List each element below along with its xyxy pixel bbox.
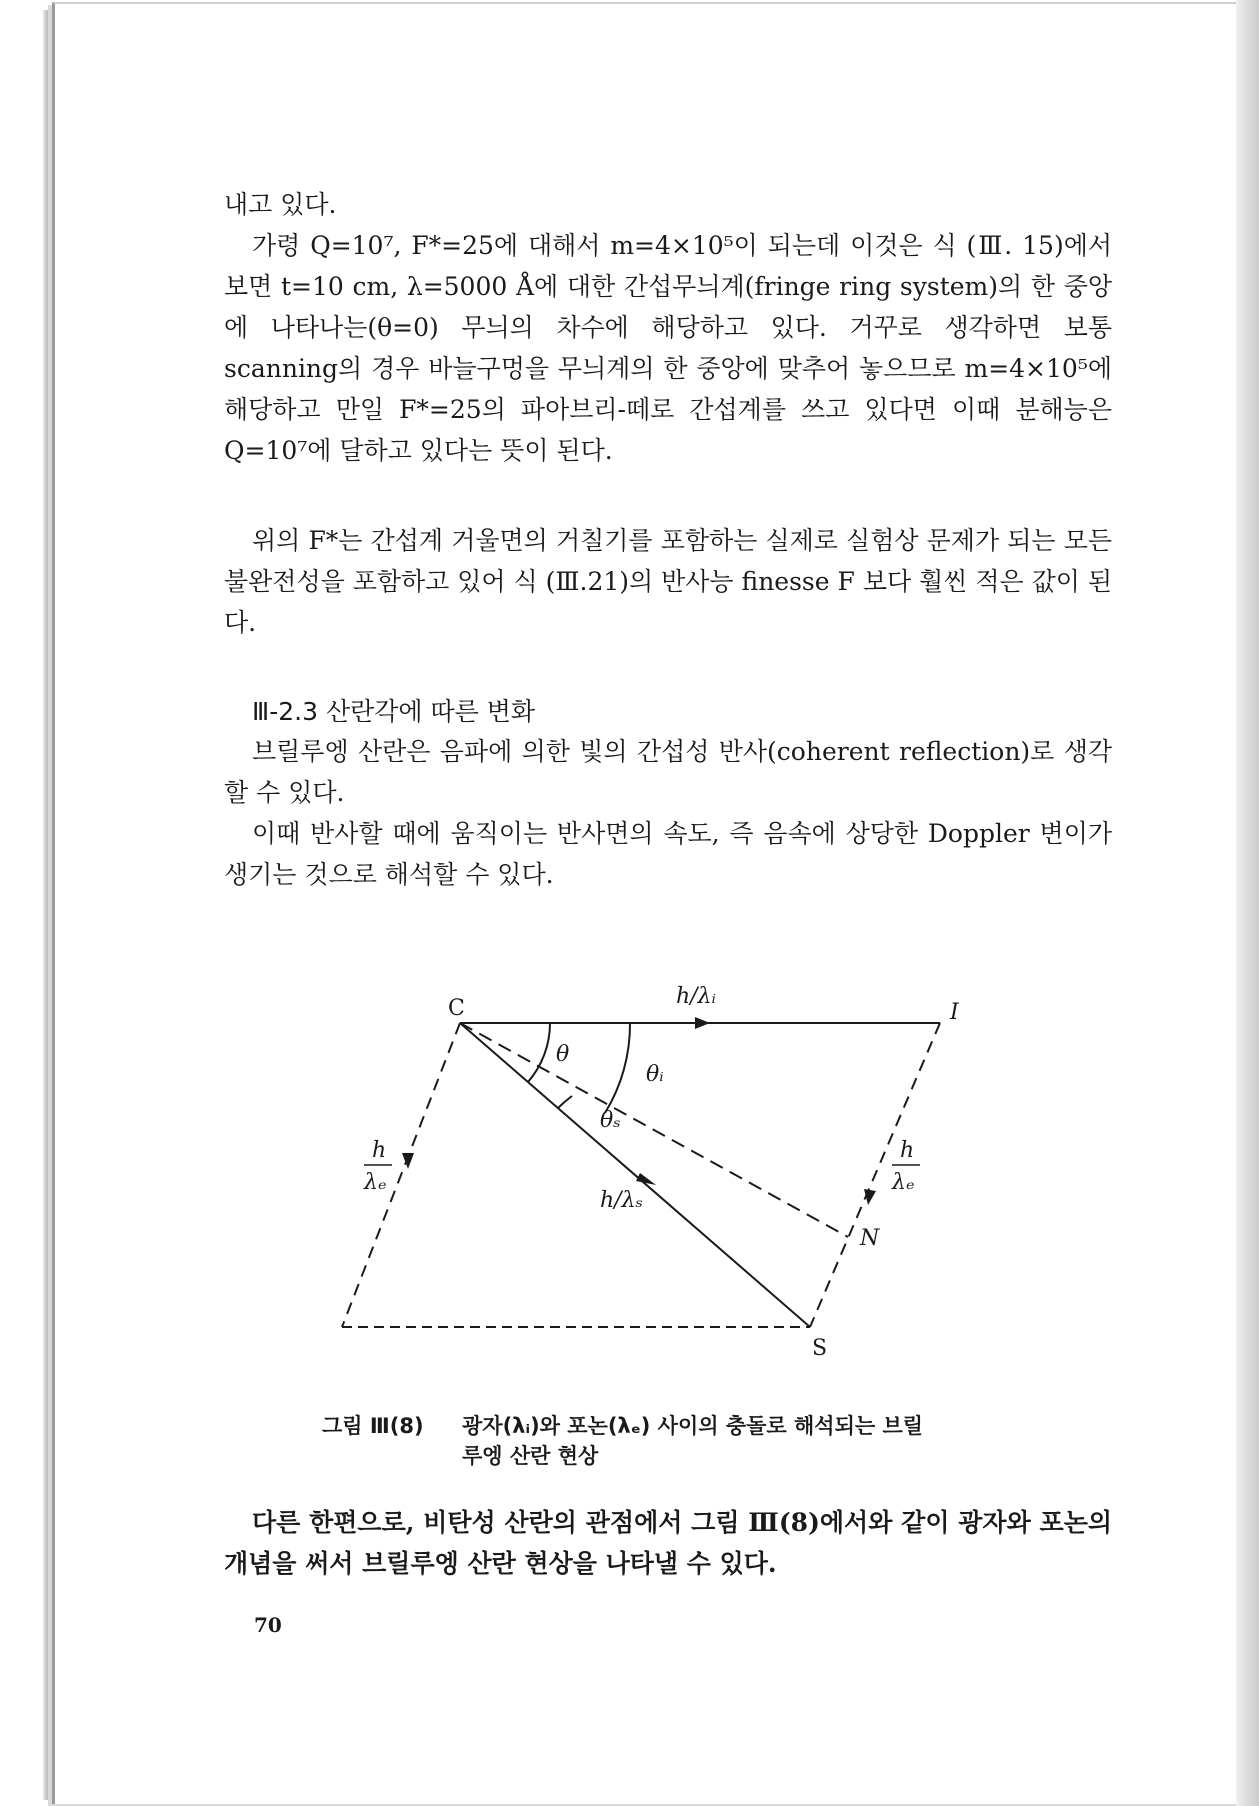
label-S: S: [812, 1336, 828, 1361]
paragraph-4: 브릴루엥 산란은 음파에 의한 빛의 간섭성 반사(coherent reflection)로 생각할 수 있다.: [224, 737, 1112, 807]
section-heading: Ⅲ-2.3 산란각에 따른 변화: [252, 697, 536, 726]
label-h-right: h: [900, 1138, 915, 1163]
body-text-mid: [224, 731, 1112, 895]
body-text-top: [224, 184, 1112, 471]
paragraph-5: 이때 반사할 때에 움직이는 반사면의 속도, 즉 음속에 상당한 Doppler 변이가 생기는 것으로 해석할 수 있다.: [224, 819, 1112, 889]
caption-number: 그림 Ⅲ(8): [322, 1414, 424, 1438]
caption-line-2: 루엥 산란 현상: [462, 1444, 599, 1468]
label-theta-s: θₛ: [600, 1108, 621, 1133]
paragraph-1: 내고 있다.: [224, 190, 337, 219]
arc-theta-s: [558, 1096, 572, 1108]
arrow-phonon-left: [402, 1153, 414, 1169]
figure-caption: [322, 1411, 1022, 1471]
arrow-scattered: [636, 1173, 656, 1185]
paragraph-2: 가령 Q=10⁷, F*=25에 대해서 m=4×10⁵이 되는데 이것은 식 (Ⅲ. 15)에서 보면 t=10 cm, λ=5000 Å에 대한 간섭무늬계(fringe ring system)의 한 중앙에 나타나는(θ=0) 무늬의 차수에 해당하고 있다. 거꾸로 생각하면 보통 scanning의 경우 바늘구멍을 무늬계의 한 중앙에 맞추어 놓으므로 m=4×10⁵에 해당하고 만일 F*=25의 파아브리-떼로 간섭계를 쓰고 있다면 이때 분해능은 Q=10⁷에 달하고 있다는 뜻이 된다.: [224, 231, 1112, 465]
bisector-line: [460, 1023, 848, 1237]
label-I: I: [950, 1000, 959, 1025]
label-lambda-e-left: λₑ: [364, 1170, 387, 1195]
brillouin-scattering-diagram: [300, 975, 1000, 1361]
vector-photon-scattered: [460, 1023, 810, 1327]
label-C: C: [448, 996, 465, 1021]
paragraph-3: 위의 F*는 간섭계 거울면의 거칠기를 포함하는 실제로 실험상 문제가 되는 모든 불완전성을 포함하고 있어 식 (Ⅲ.21)의 반사능 finesse F 보다 훨씬 적은 값이 된다.: [224, 526, 1112, 637]
caption-line-1: 광자(λᵢ)와 포논(λₑ) 사이의 충돌로 해석되는 브릴: [462, 1414, 924, 1438]
arc-theta: [528, 1023, 550, 1082]
page-number: 70: [254, 1613, 282, 1637]
label-N: N: [860, 1226, 880, 1251]
body-text-bottom: [224, 1502, 1112, 1584]
vector-phonon-left: [342, 1023, 460, 1327]
paragraph-6: 다른 한편으로, 비탄성 산란의 관점에서 그림 Ⅲ(8)에서와 같이 광자와 포논의 개념을 써서 브릴루엥 산란 현상을 나타낼 수 있다.: [224, 1508, 1112, 1578]
label-h-left: h: [372, 1138, 387, 1163]
label-h-lambda-s: h/λₛ: [600, 1188, 643, 1213]
page-edge-right: [1236, 0, 1259, 1806]
label-lambda-e-right: λₑ: [892, 1170, 915, 1195]
arrow-incident: [695, 1017, 710, 1029]
diagram-svg: [300, 975, 1000, 1361]
page-edge-left: [43, 10, 51, 1800]
body-text-finesse: [224, 520, 1112, 643]
label-theta: θ: [556, 1042, 570, 1067]
label-h-lambda-i: h/λᵢ: [676, 984, 716, 1009]
label-theta-i: θᵢ: [646, 1062, 664, 1087]
vector-phonon-right: [810, 1023, 940, 1327]
arc-theta-i: [605, 1023, 630, 1113]
